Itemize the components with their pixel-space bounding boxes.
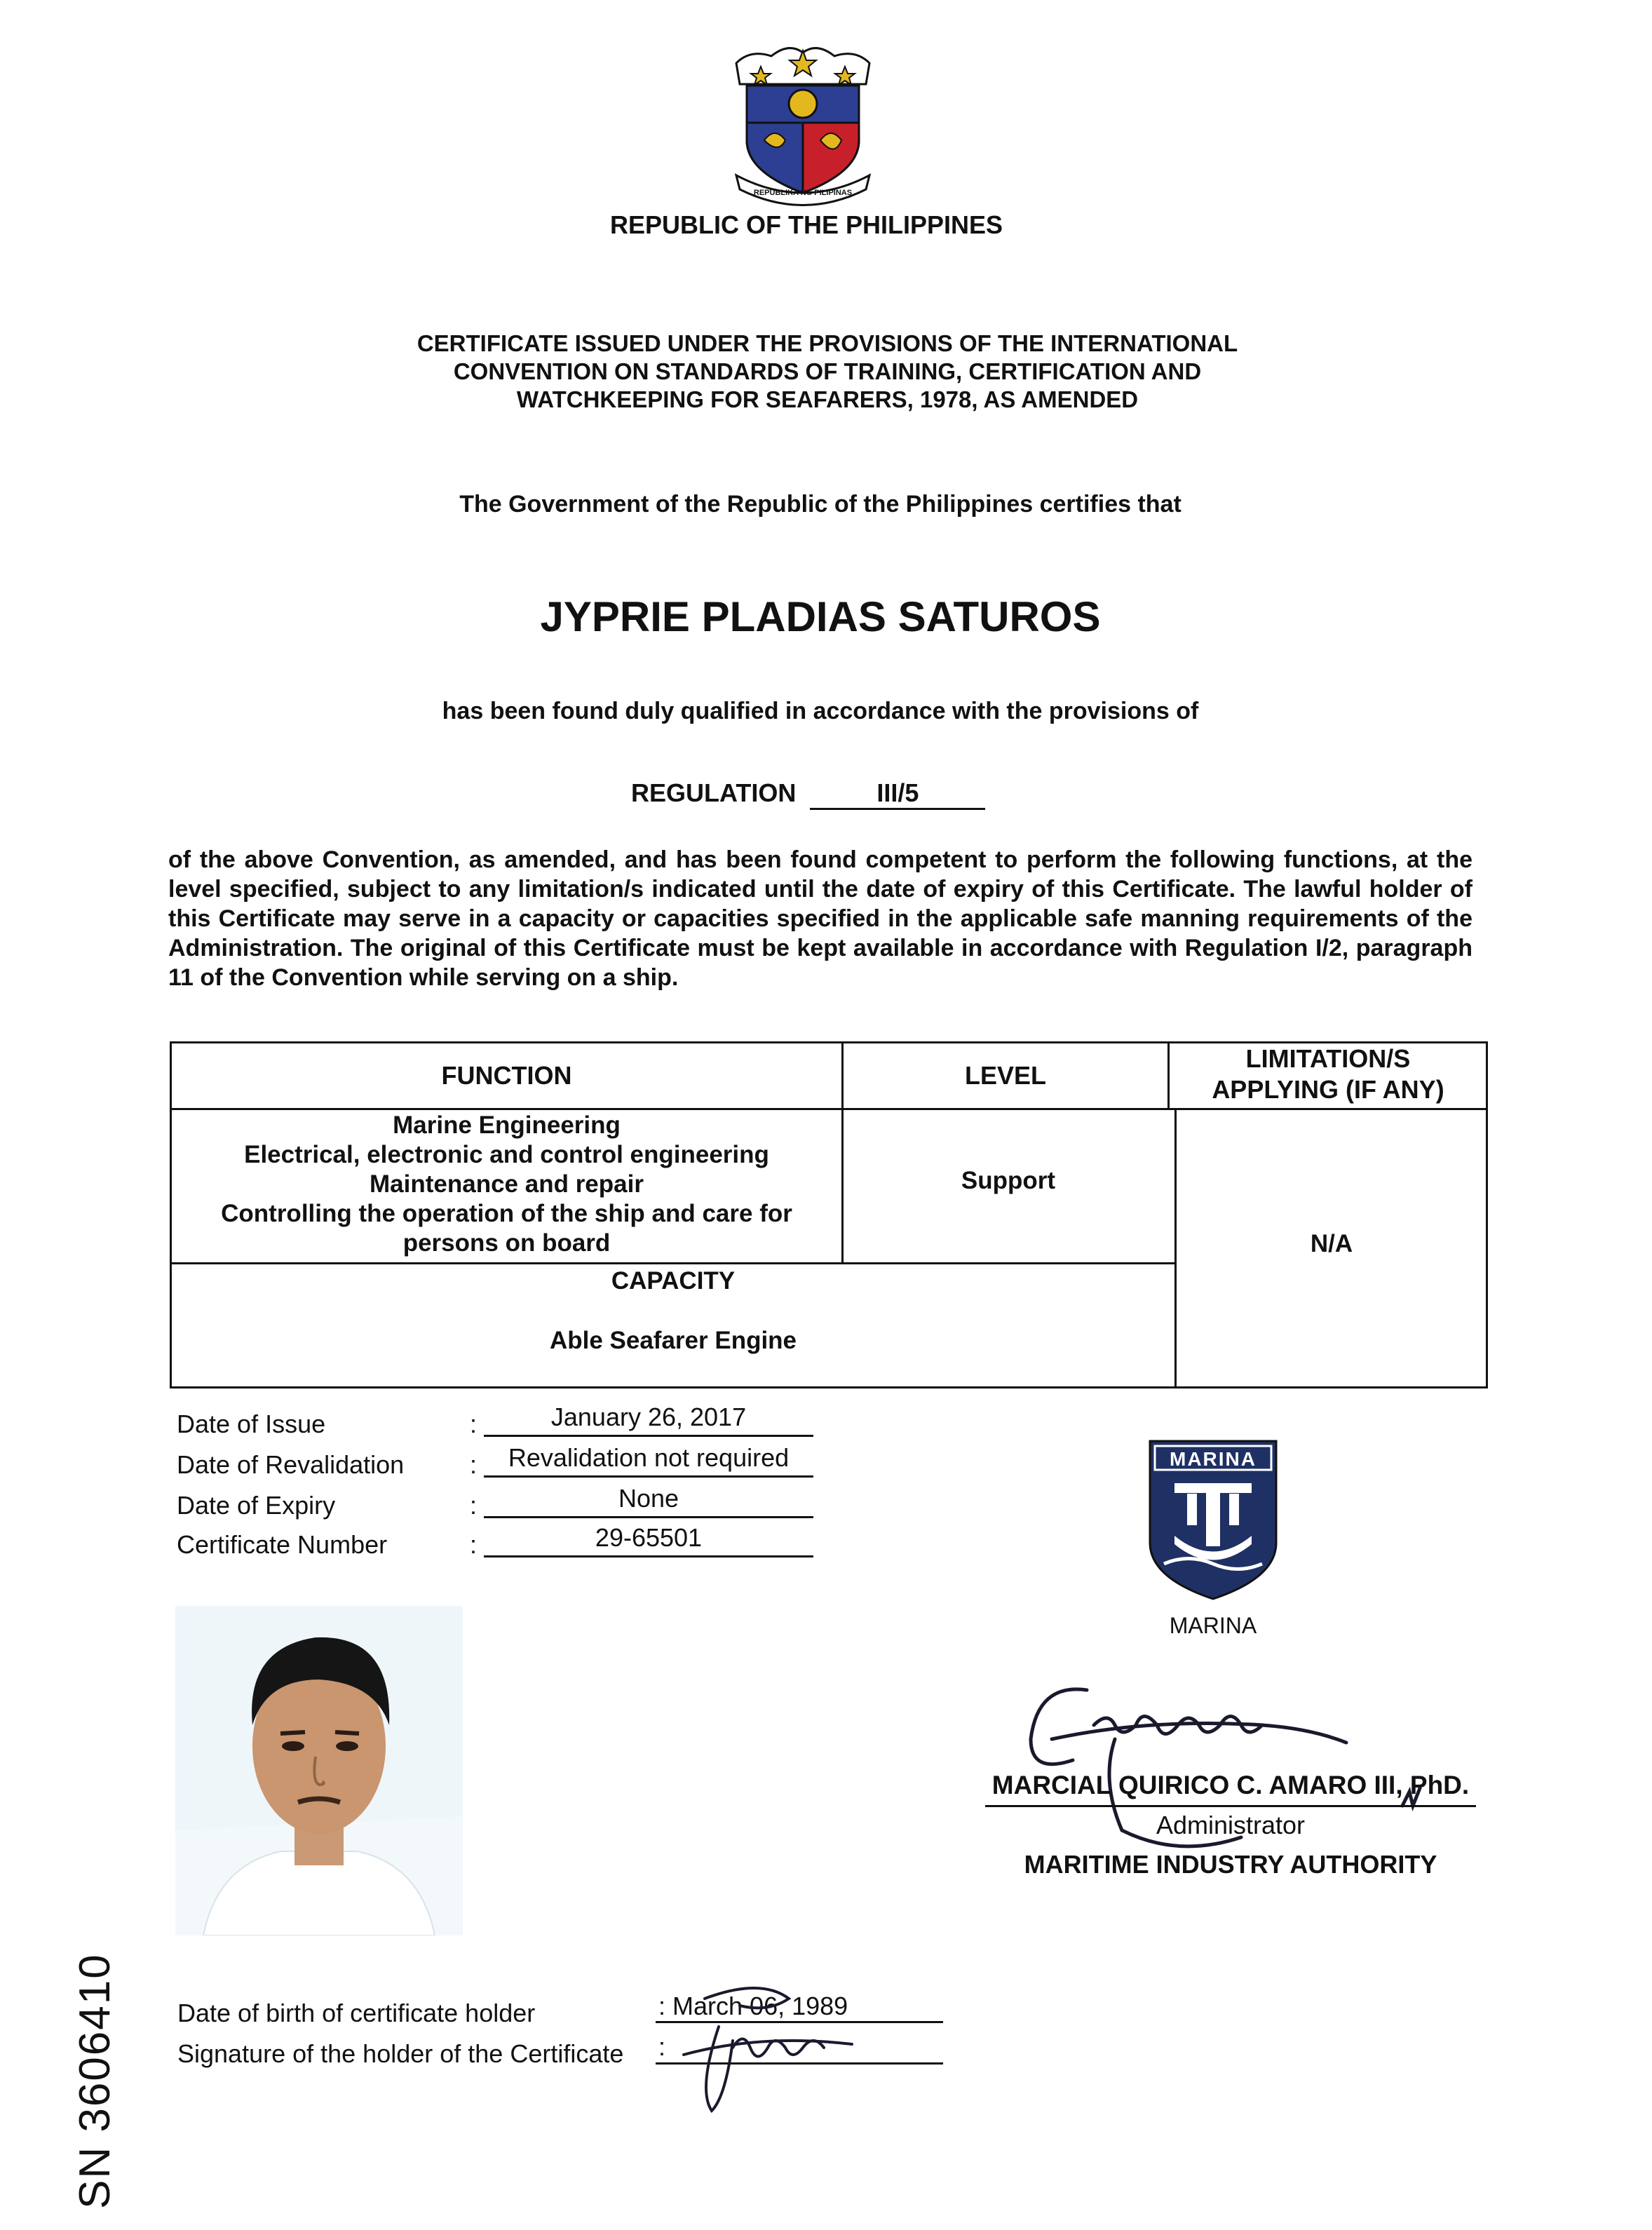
government-certifies-text: The Government of the Republic of the Philippines certifies that	[459, 491, 1182, 518]
certificate-number-value: 29-65501	[484, 1523, 813, 1557]
colon: :	[658, 1992, 666, 2020]
signature-line	[985, 1805, 1476, 1807]
holder-signature-icon	[656, 1978, 880, 2118]
limitation-value: N/A	[1310, 1230, 1353, 1257]
certificate-heading	[294, 330, 1360, 414]
level-value: Support	[961, 1167, 1056, 1194]
colon: :	[470, 1410, 478, 1438]
signatory-title: Administrator	[1156, 1811, 1306, 1839]
regulation-label: REGULATION	[631, 778, 797, 807]
heading-line-3: WATCHKEEPING FOR SEAFARERS, 1978, AS AMENDED	[516, 386, 1139, 412]
marina-logo-icon	[1146, 1438, 1280, 1602]
function-item: Maintenance and repair	[370, 1170, 644, 1198]
date-of-issue-label: Date of Issue	[177, 1410, 326, 1438]
date-of-revalidation-label: Date of Revalidation	[177, 1450, 405, 1479]
function-item: persons on board	[402, 1229, 611, 1257]
signatory-name: MARCIAL QUIRICO C. AMARO III, PhD.	[991, 1771, 1470, 1799]
country-title: REPUBLIC OF THE PHILIPPINES	[609, 210, 1003, 239]
colon: :	[470, 1491, 478, 1520]
qualified-text: has been found duly qualified in accordance with the provisions of	[442, 698, 1199, 724]
signatory-organization: MARITIME INDUSTRY AUTHORITY	[1024, 1850, 1437, 1879]
certificate-number-label: Certificate Number	[177, 1530, 388, 1559]
colon: :	[658, 2032, 666, 2061]
header-limitation-line-2: APPLYING (IF ANY)	[1212, 1075, 1444, 1104]
dob-text: March 06, 1989	[672, 1992, 848, 2020]
date-of-expiry-label: Date of Expiry	[177, 1491, 336, 1520]
header-level: LEVEL	[964, 1061, 1046, 1090]
holder-signature-label: Signature of the holder of the Certificate	[177, 2039, 624, 2068]
serial-number-text: SN 3606410	[71, 1953, 119, 2209]
header-limitation-line-1: LIMITATION/S	[1245, 1044, 1411, 1073]
table-rule	[172, 1108, 1167, 1110]
capacity-value: Able Seafarer Engine	[549, 1327, 797, 1354]
date-of-revalidation-value: Revalidation not required	[484, 1443, 813, 1478]
holder-name: JYPRIE PLADIAS SATUROS	[540, 593, 1101, 640]
function-list	[172, 1111, 841, 1258]
header-function: FUNCTION	[441, 1061, 572, 1090]
capacity-label: CAPACITY	[611, 1267, 736, 1295]
holder-photo-icon	[175, 1606, 463, 1935]
seal-ribbon-text: REPUBLIKA NG PILIPINAS	[753, 189, 853, 197]
philippine-seal-icon	[722, 35, 883, 210]
marina-logo-text: MARINA	[1170, 1448, 1257, 1470]
heading-line-2: CONVENTION ON STANDARDS OF TRAINING, CERTIFICATION AND	[453, 358, 1202, 384]
colon: :	[470, 1450, 478, 1479]
function-item: Electrical, electronic and control engineering	[244, 1141, 769, 1168]
regulation-value: III/5	[810, 778, 985, 810]
marina-caption: MARINA	[1169, 1613, 1257, 1638]
heading-line-1: CERTIFICATE ISSUED UNDER THE PROVISIONS OF THE INTERNATIONAL	[417, 330, 1238, 356]
table-rule	[1167, 1108, 1487, 1110]
regulation-row	[631, 778, 1052, 810]
certificate-body-text: of the above Convention, as amended, and has been found competent to perform the following functions, at the level specified, subject to any limitation/s indicated until the date of expiry of this Certificate. The lawful holder of this Certificate may serve in a capacity or capacities specified in the applicable safe manning requirements of the Administration. The original of this Certificate must be kept available in accordance with Regulation I/2, paragraph 11 of the Convention while serving on a ship.	[168, 846, 1472, 991]
serial-number	[28, 1953, 119, 2216]
function-item: Controlling the operation of the ship and care for	[221, 1200, 792, 1227]
colon: :	[470, 1530, 478, 1559]
dob-label: Date of birth of certificate holder	[177, 1999, 536, 2027]
date-of-expiry-value: None	[484, 1484, 813, 1518]
table-rule	[172, 1262, 1176, 1264]
functions-table	[170, 1041, 1488, 1388]
function-item: Marine Engineering	[393, 1111, 621, 1139]
date-of-issue-value: January 26, 2017	[484, 1403, 813, 1437]
